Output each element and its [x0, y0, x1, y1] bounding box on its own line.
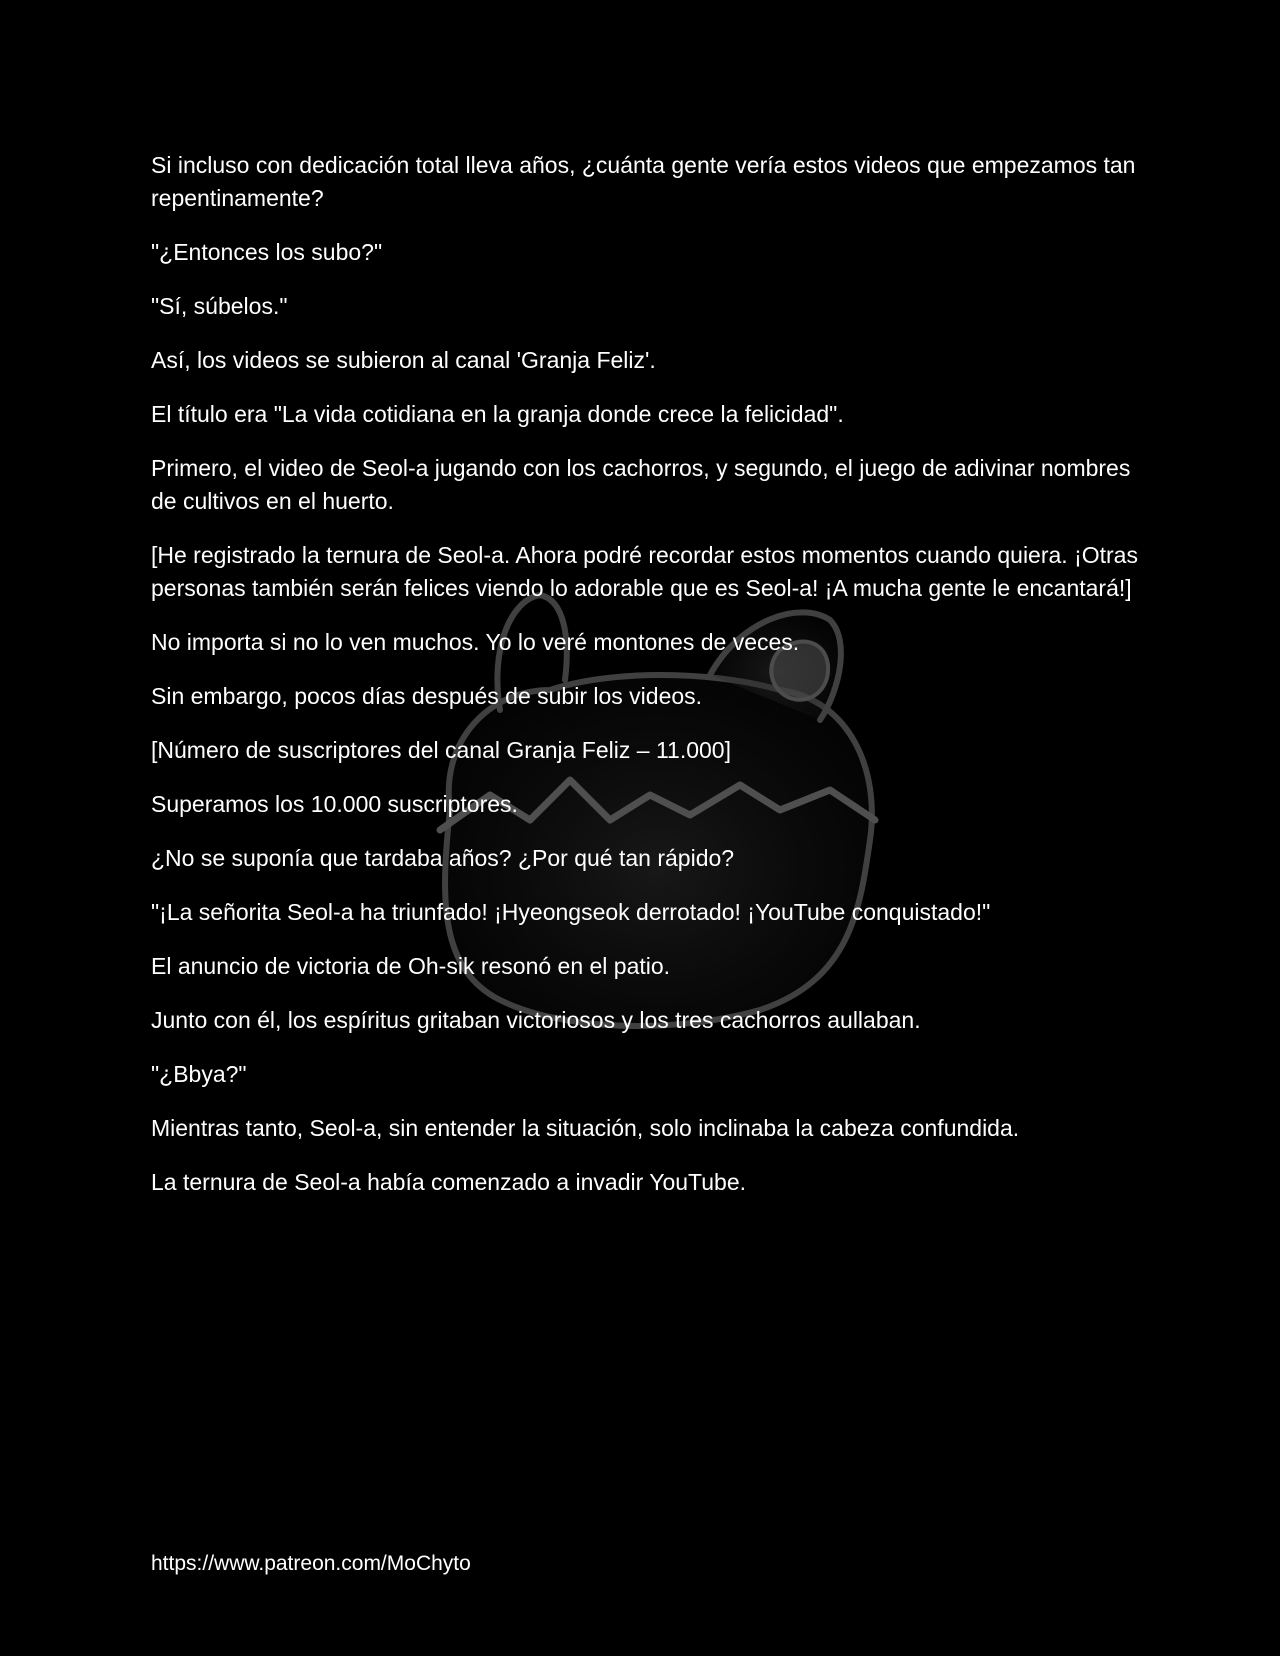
- paragraph: No importa si no lo ven muchos. Yo lo veré montones de veces.: [151, 629, 800, 655]
- paragraph: El título era "La vida cotidiana en la granja donde crece la felicidad".: [151, 401, 844, 427]
- paragraph: Sin embargo, pocos días después de subir los videos.: [151, 683, 703, 709]
- paragraph: Superamos los 10.000 suscriptores.: [151, 791, 518, 817]
- paragraph: "¡La señorita Seol-a ha triunfado! ¡Hyeongseok derrotado! ¡YouTube conquistado!": [151, 899, 991, 925]
- paragraph: "Sí, súbelos.": [151, 293, 288, 319]
- paragraph: ¿No se suponía que tardaba años? ¿Por qué tan rápido?: [151, 845, 735, 871]
- text-body: [151, 149, 1141, 1220]
- paragraph: Así, los videos se subieron al canal 'Granja Feliz'.: [151, 347, 656, 373]
- paragraph: "¿Bbya?": [151, 1061, 247, 1087]
- paragraph: Si incluso con dedicación total lleva años, ¿cuánta gente vería estos videos que empezamos tan repentinamente?: [151, 152, 1136, 211]
- paragraph: Primero, el video de Seol-a jugando con los cachorros, y segundo, el juego de adivinar nombres de cultivos en el huerto.: [151, 455, 1131, 514]
- paragraph: El anuncio de victoria de Oh-sik resonó en el patio.: [151, 953, 671, 979]
- paragraph: La ternura de Seol-a había comenzado a invadir YouTube.: [151, 1169, 747, 1195]
- patreon-link[interactable]: https://www.patreon.com/MoChyto: [151, 1552, 471, 1575]
- paragraph: Mientras tanto, Seol-a, sin entender la situación, solo inclinaba la cabeza confundida.: [151, 1115, 1020, 1141]
- paragraph: Junto con él, los espíritus gritaban victoriosos y los tres cachorros aullaban.: [151, 1007, 921, 1033]
- paragraph: [Número de suscriptores del canal Granja Feliz – 11.000]: [151, 737, 731, 763]
- paragraph: [He registrado la ternura de Seol-a. Ahora podré recordar estos momentos cuando quiera. ¡Otras personas también serán felices viendo lo adorable que es Seol-a! ¡A mucha gente le encantará!]: [151, 542, 1138, 601]
- paragraph: "¿Entonces los subo?": [151, 239, 383, 265]
